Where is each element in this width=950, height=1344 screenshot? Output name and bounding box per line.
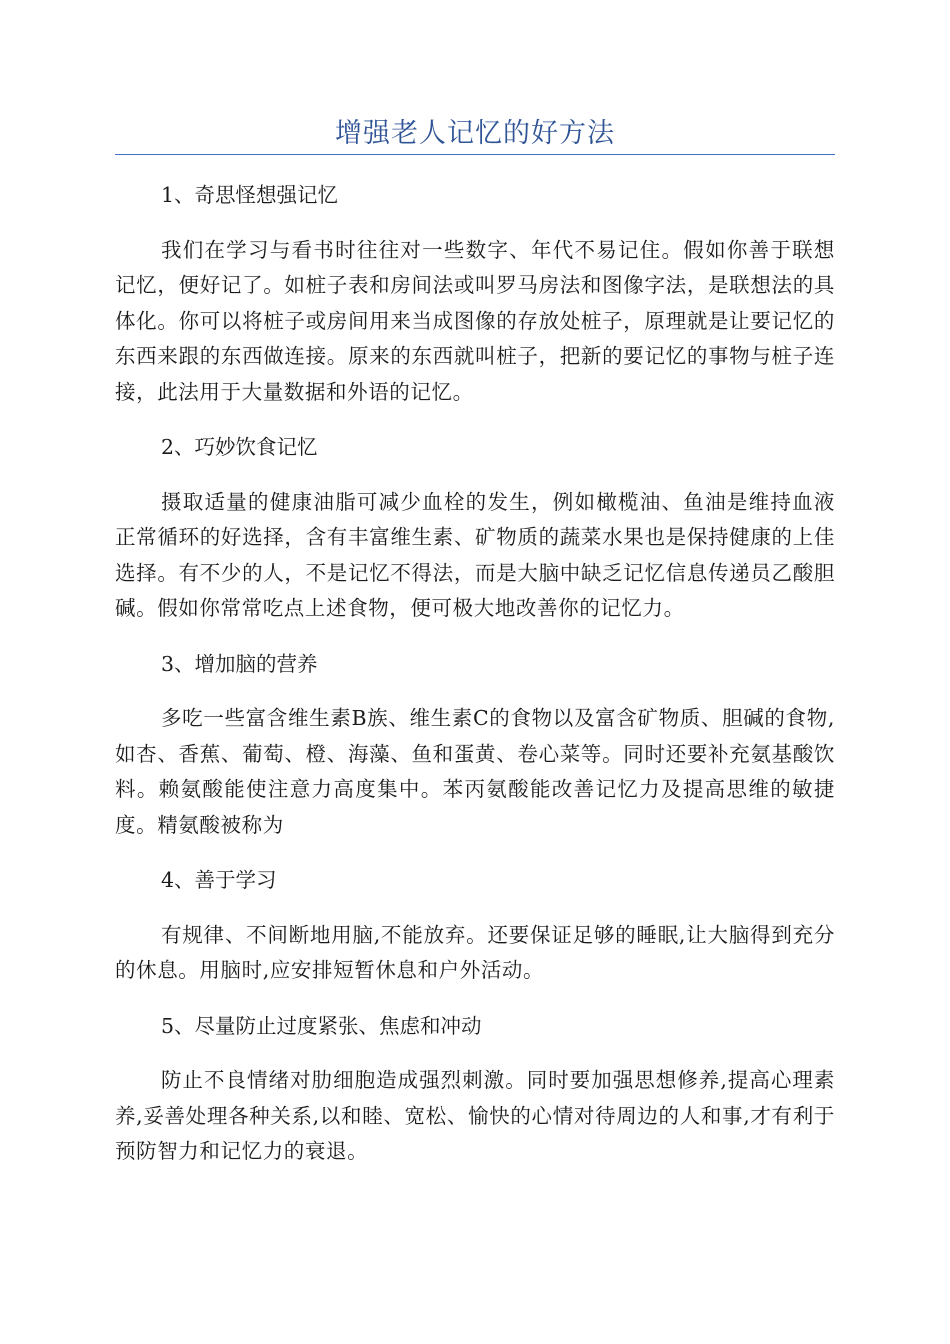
- section-paragraph-1: 我们在学习与看书时往往对一些数字、年代不易记住。假如你善于联想记忆，便好记了。如桩子表和房间法或叫罗马房法和图像字法，是联想法的具体化。你可以将桩子或房间用来当成图像的存放处桩子，原理就是让要记忆的东西来跟的东西做连接。原来的东西就叫桩子，把新的要记忆的事物与桩子连接，此法用于大量数据和外语的记忆。: [115, 237, 835, 404]
- section-heading-3: 3、增加脑的营养: [161, 651, 318, 676]
- document-body: [115, 178, 835, 1170]
- section-heading-1: 1、奇思怪想强记忆: [161, 183, 339, 207]
- title-underline: [115, 154, 835, 155]
- section-paragraph-4: 有规律、不间断地用脑,不能放弃。还要保证足够的睡眠,让大脑得到充分的休息。用脑时,应安排短暂休息和户外活动。: [115, 922, 835, 982]
- section-heading-5: 5、尽量防止过度紧张、焦虑和冲动: [161, 1013, 482, 1038]
- section-paragraph-5: 防止不良情绪对肋细胞造成强烈刺激。同时要加强思想修养,提高心理素养,妥善处理各种关系,以和睦、宽松、愉快的心情对待周边的人和事,才有利于预防智力和记忆力的衰退。: [115, 1068, 835, 1163]
- section-heading-4: 4、善于学习: [161, 868, 277, 892]
- section-paragraph-2: 摄取适量的健康油脂可减少血栓的发生，例如橄榄油、鱼油是维持血液正常循环的好选择，含有丰富维生素、矿物质的蔬菜水果也是保持健康的上佳选择。有不少的人，不是记忆不得法，而是大脑中缺乏记忆信息传递员乙酸胆碱。假如你常常吃点上述食物，便可极大地改善你的记忆力。: [115, 489, 835, 620]
- section-paragraph-3: 多吃一些富含维生素B族、维生素C的食物以及富含矿物质、胆碱的食物,如杏、香蕉、葡萄、橙、海藻、鱼和蛋黄、卷心菜等。同时还要补充氨基酸饮料。赖氨酸能使注意力高度集中。苯丙氨酸能改善记忆力及提高思维的敏捷度。精氨酸被称为: [115, 706, 835, 837]
- document-title: 增强老人记忆的好方法: [335, 118, 615, 149]
- section-heading-2: 2、巧妙饮食记忆: [161, 435, 318, 459]
